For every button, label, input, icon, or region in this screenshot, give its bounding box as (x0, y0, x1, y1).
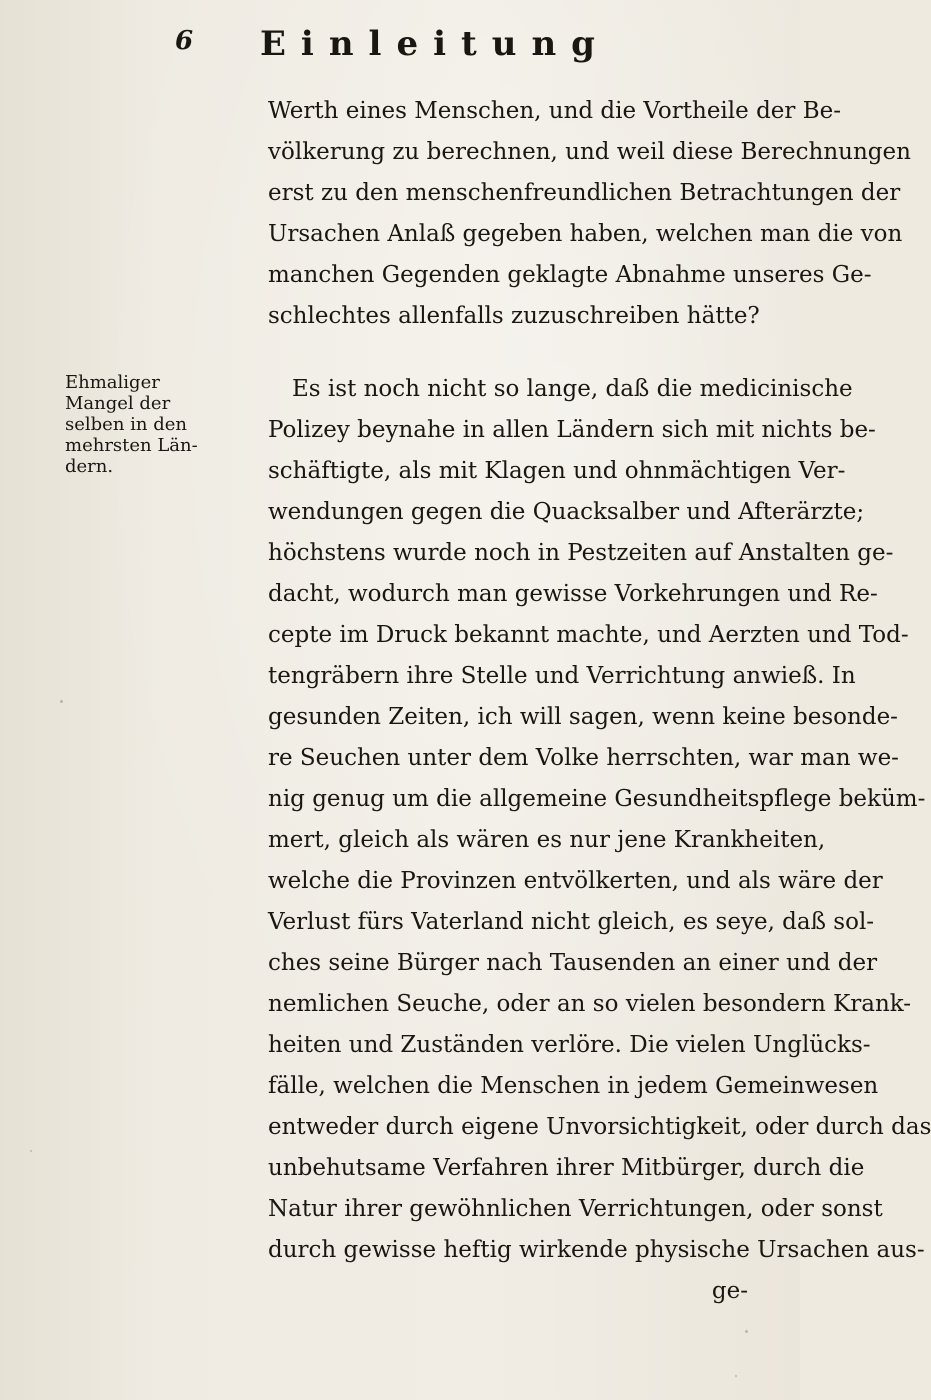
marginal-note-line: Mangel der (65, 393, 171, 414)
text-line: völkerung zu berechnen, und weil diese Berechnungen (268, 139, 911, 165)
page-number: 6 (175, 26, 194, 56)
paragraph-2 (268, 369, 931, 1312)
running-title: Einleitung (260, 24, 610, 64)
text-line: durch gewisse heftig wirkende physische Ursachen aus- (268, 1237, 925, 1263)
text-line: höchstens wurde noch in Pestzeiten auf Anstalten ge- (268, 540, 894, 566)
text-line: dacht, wodurch man gewisse Vorkehrungen und Re- (268, 581, 878, 607)
paper-speck (30, 1150, 32, 1152)
text-line: nig genug um die allgemeine Gesundheitspflege beküm- (268, 786, 926, 812)
marginal-note-line: mehrsten Län- (65, 435, 198, 456)
text-line: cepte im Druck bekannt machte, und Aerzten und Tod- (268, 622, 909, 648)
text-line: fälle, welchen die Menschen in jedem Gemeinwesen (268, 1073, 879, 1099)
paper-speck (735, 1375, 737, 1377)
text-line: entweder durch eigene Unvorsichtigkeit, oder durch das (268, 1114, 931, 1140)
text-line: Polizey beynahe in allen Ländern sich mit nichts be- (268, 417, 876, 443)
catchword: ge- (711, 1278, 748, 1304)
text-line: tengräbern ihre Stelle und Verrichtung anwieß. In (268, 663, 856, 689)
text-line: Natur ihrer gewöhnlichen Verrichtungen, oder sonst (268, 1196, 883, 1222)
paper-speck (60, 700, 63, 703)
text-line: schäftigte, als mit Klagen und ohnmächtigen Ver- (268, 458, 846, 484)
marginal-note (65, 372, 250, 477)
text-line: Verlust fürs Vaterland nicht gleich, es seye, daß sol- (268, 909, 875, 935)
paragraph-1 (268, 91, 911, 337)
text-line: re Seuchen unter dem Volke herrschten, war man we- (268, 745, 899, 771)
text-line: mert, gleich als wären es nur jene Krankheiten, (268, 827, 826, 853)
text-line: nemlichen Seuche, oder an so vielen besondern Krank- (268, 991, 912, 1017)
paper-speck (745, 1330, 748, 1333)
text-line: ches seine Bürger nach Tausenden an einer und der (268, 950, 878, 976)
text-line: manchen Gegenden geklagte Abnahme unseres Ge- (268, 262, 872, 288)
text-line: Es ist noch nicht so lange, daß die medicinische (292, 376, 853, 402)
body-text (268, 91, 931, 1312)
text-line: welche die Provinzen entvölkerten, und als wäre der (268, 868, 883, 894)
text-line: Werth eines Menschen, und die Vortheile der Be- (268, 98, 841, 124)
marginal-note-line: dern. (65, 456, 114, 477)
page-header (175, 22, 695, 62)
paragraph-gap (268, 337, 768, 369)
text-line: unbehutsame Verfahren ihrer Mitbürger, durch die (268, 1155, 865, 1181)
marginal-note-line: selben in den (65, 414, 187, 435)
text-line: erst zu den menschenfreundlichen Betrachtungen der (268, 180, 901, 206)
marginal-note-line: Ehmaliger (65, 372, 160, 393)
text-line: gesunden Zeiten, ich will sagen, wenn keine besonde- (268, 704, 898, 730)
text-line: Ursachen Anlaß gegeben haben, welchen man die von (268, 221, 903, 247)
text-line: heiten und Zuständen verlöre. Die vielen Unglücks- (268, 1032, 871, 1058)
text-line: schlechtes allenfalls zuzuschreiben hätte? (268, 303, 760, 329)
text-line: wendungen gegen die Quacksalber und Afterärzte; (268, 499, 865, 525)
